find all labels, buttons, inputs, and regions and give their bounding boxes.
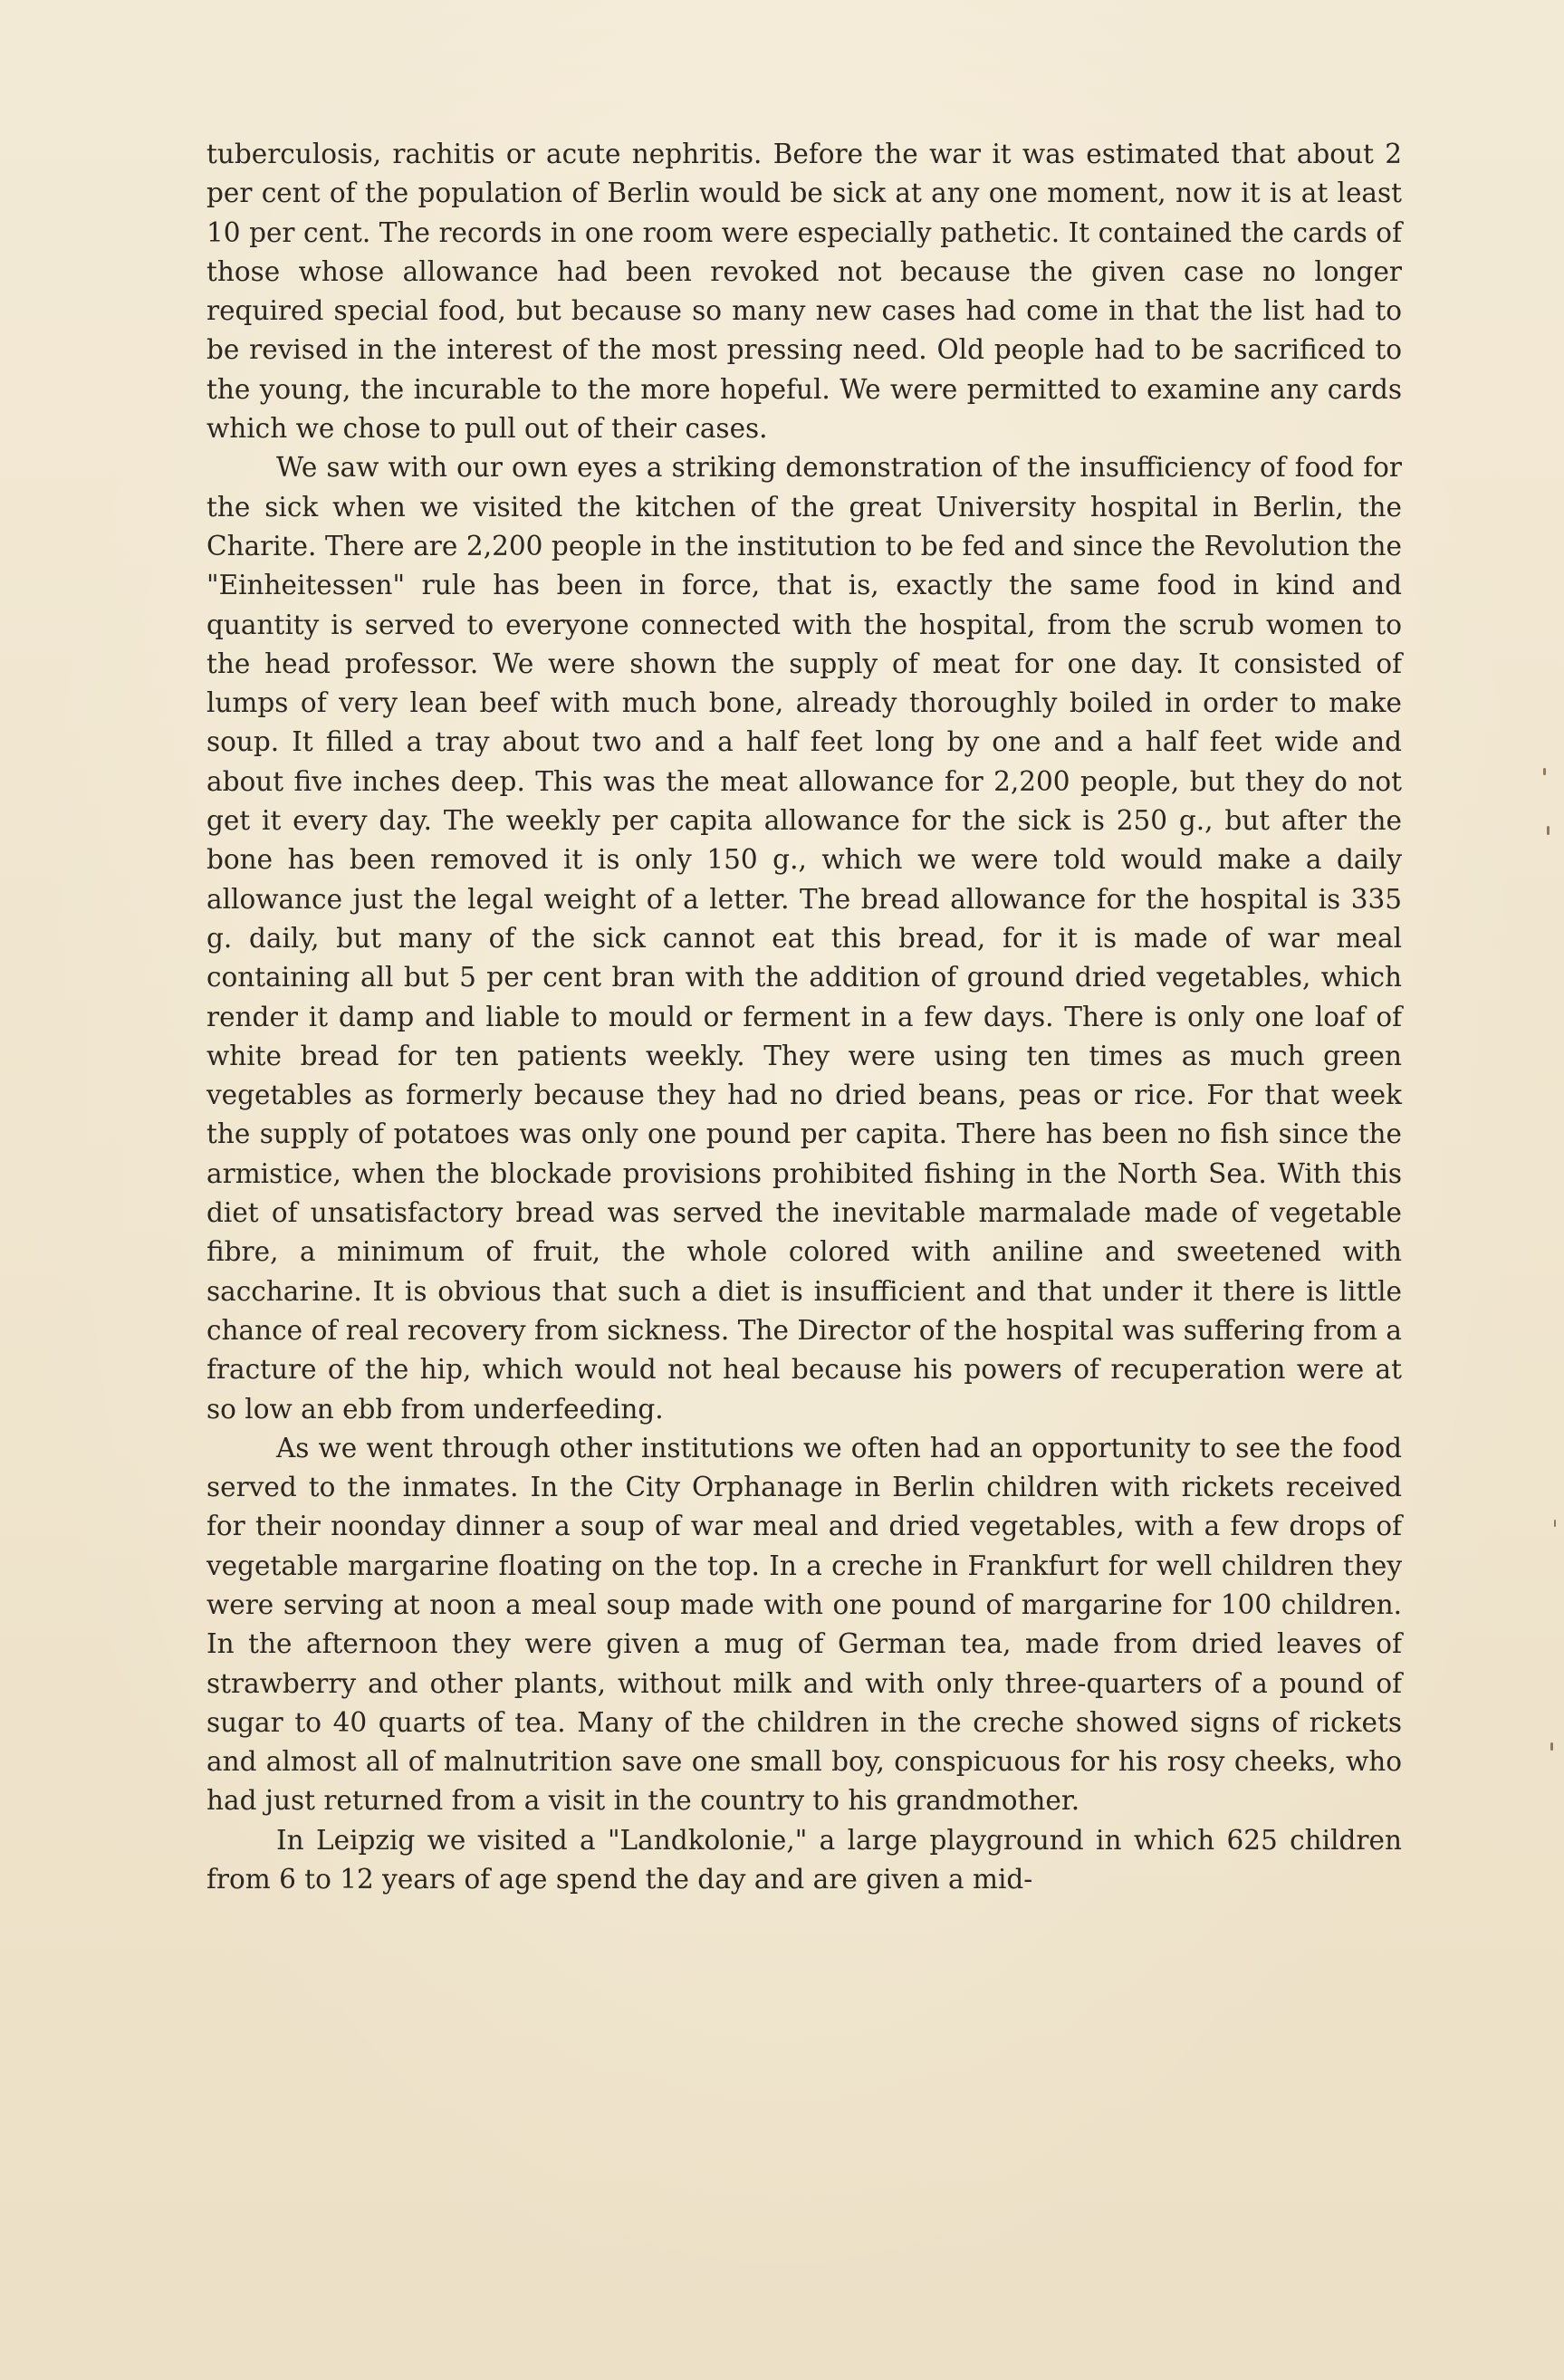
margin-speck: [1554, 1520, 1556, 1527]
paragraph-leipzig-landkolonie: In Leipzig we visited a "Landkolonie," a large playground in which 625 children from 6 to 12 years of age spend the day and are given a mid-: [206, 1824, 1402, 1895]
paragraph-institutions-food: As we went through other institutions we often had an opportunity to see the food served to the inmates. In the City Orphanage in Berlin children with rickets received for their noonday dinner a soup of war meal and dried vegetables, with a few drops of vegetable margarine floating on the top. In a creche in Frankfurt for well children they were serving at noon a meal soup made with one pound of margarine for 100 children. In the afternoon they were given a mug of German tea, made from dried leaves of strawberry and other plants, without milk and with only three-quarters of a pound of sugar to 40 quarts of tea. Many of the children in the creche showed signs of rickets and almost all of malnutrition save one small boy, conspicuous for his rosy cheeks, who had just returned from a visit in the country to his grandmother.: [206, 1432, 1402, 1817]
body-text: [206, 135, 1402, 1899]
margin-speck: [1547, 826, 1550, 835]
margin-speck: [1550, 1742, 1553, 1751]
margin-speck: [1543, 768, 1546, 775]
paragraph-tuberculosis-records: tuberculosis, rachitis or acute nephritis. Before the war it was estimated that about 2 per cent of the population of Berlin would be sick at any one moment, now it is at least 10 per cent. The records in one room were especially pathetic. It contained the cards of those whose allowance had been revoked not because the given case no longer required special food, but because so many new cases had come in that the list had to be revised in the interest of the most pressing need. Old people had to be sacrificed to the young, the incurable to the more hopeful. We were permitted to examine any cards which we chose to pull out of their cases.: [206, 139, 1402, 445]
paragraph-charite-hospital-food: We saw with our own eyes a striking demonstration of the insufficiency of food for the sick when we visited the kitchen of the great University hospital in Berlin, the Charite. There are 2,200 people in the institution to be fed and since the Revolution the "Einheitessen" rule has been in force, that is, exactly the same food in kind and quantity is served to everyone connected with the hospital, from the scrub women to the head professor. We were shown the supply of meat for one day. It consisted of lumps of very lean beef with much bone, already thoroughly boiled in order to make soup. It filled a tray about two and a half feet long by one and a half feet wide and about five inches deep. This was the meat allowance for 2,200 people, but they do not get it every day. The weekly per capita allowance for the sick is 250 g., but after the bone has been removed it is only 150 g., which we were told would make a daily allowance just the legal weight of a letter. The bread allowance for the hospital is 335 g. daily, but many of the sick cannot eat this bread, for it is made of war meal containing all but 5 per cent bran with the addition of ground dried vegetables, which render it damp and liable to mould or ferment in a few days. There is only one loaf of white bread for ten patients weekly. They were using ten times as much green vegetables as formerly because they had no dried beans, peas or rice. For that week the supply of potatoes was only one pound per capita. There has been no fish since the armistice, when the blockade provisions prohibited fishing in the North Sea. With this diet of unsatisfactory bread was served the inevitable marmalade made of vegetable fibre, a minimum of fruit, the whole colored with aniline and sweetened with saccharine. It is obvious that such a diet is insufficient and that under it there is little chance of real recovery from sickness. The Director of the hospital was suffering from a fracture of the hip, which would not heal because his powers of recuperation were at so low an ebb from underfeeding.: [206, 452, 1402, 1425]
